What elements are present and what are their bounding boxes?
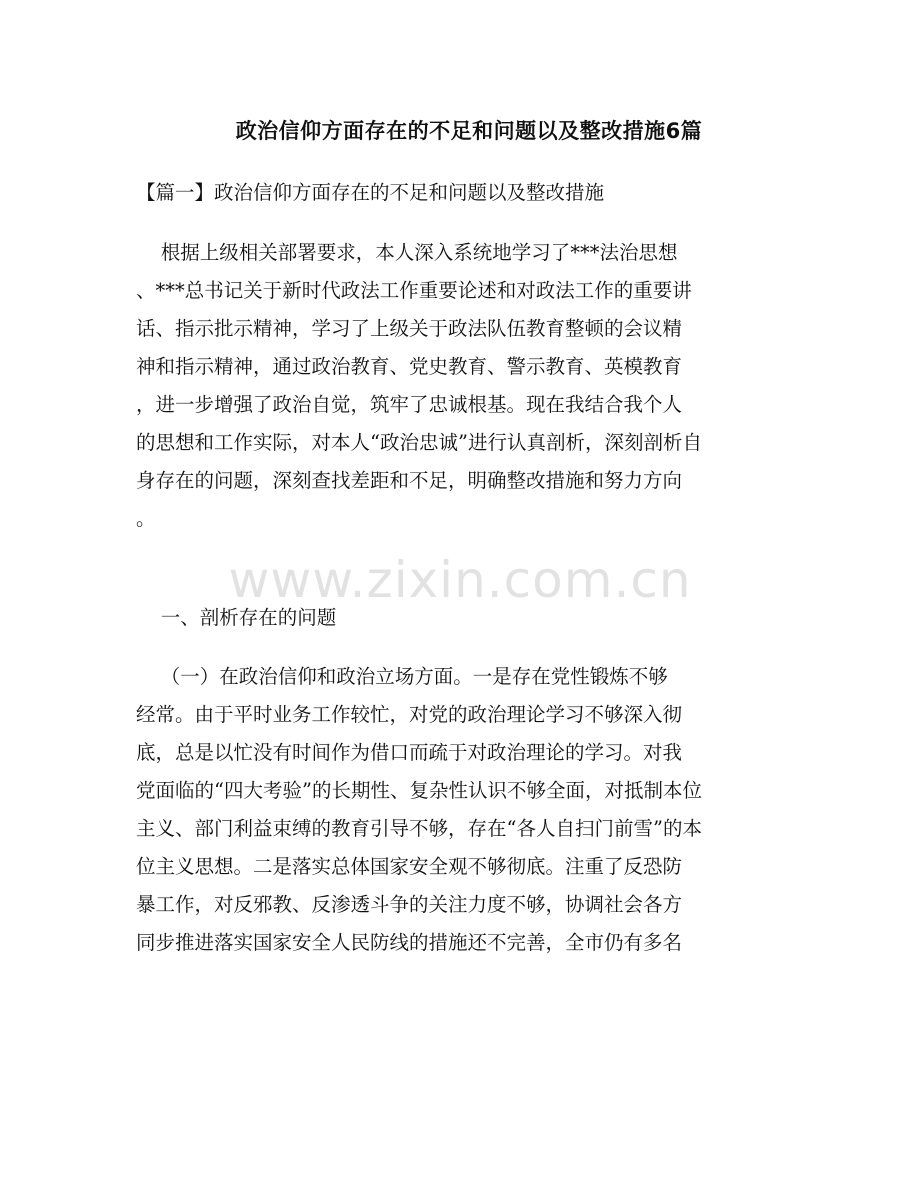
paragraph-line: 党面临的“四大考验”的长期性、复杂性认识不够全面，对抵制本位 bbox=[136, 779, 702, 802]
document-title: 政治信仰方面存在的不足和问题以及整改措施6篇 bbox=[235, 119, 703, 143]
section-heading-text: 【篇一】政治信仰方面存在的不足和问题以及整改措施 bbox=[136, 181, 605, 204]
paragraph-line: 暴工作，对反邪教、反渗透斗争的关注力度不够，协调社会各方 bbox=[136, 893, 683, 916]
paragraph-line: 经常。由于平时业务工作较忙，对党的政治理论学习不够深入彻 bbox=[136, 703, 683, 726]
watermark: www.zixin.com.cn bbox=[228, 551, 692, 609]
paragraph-line: 根据上级相关部署要求，本人深入系统地学习了***法治思想 bbox=[136, 241, 678, 264]
paragraph-line: ，进一步增强了政治自觉，筑牢了忠诚根基。现在我结合我个人 bbox=[136, 393, 683, 416]
paragraph-line: 底，总是以忙没有时间作为借口而疏于对政治理论的学习。对我 bbox=[136, 741, 683, 764]
subheading-problems bbox=[136, 599, 796, 637]
paragraph-line: （一）在政治信仰和政治立场方面。一是存在党性锻炼不够 bbox=[136, 665, 668, 688]
section-heading bbox=[136, 174, 796, 212]
paragraph-intro bbox=[136, 234, 796, 538]
paragraph-line: 身存在的问题，深刻查找差距和不足，明确整改措施和努力方向 bbox=[136, 469, 683, 492]
paragraph-line: 同步推进落实国家安全人民防线的措施还不完善，全市仍有多名 bbox=[136, 931, 683, 954]
subheading-text: 一、剖析存在的问题 bbox=[136, 606, 337, 629]
paragraph-line: 。 bbox=[136, 507, 156, 530]
paragraph-political-belief bbox=[136, 658, 796, 962]
paragraph-line: 话、指示批示精神，学习了上级关于政法队伍教育整顿的会议精 bbox=[136, 317, 683, 340]
paragraph-line: 位主义思想。二是落实总体国家安全观不够彻底。注重了反恐防 bbox=[136, 855, 683, 878]
paragraph-line: 、***总书记关于新时代政法工作重要论述和对政法工作的重要讲 bbox=[136, 279, 692, 302]
paragraph-line: 的思想和工作实际，对本人“政治忠诚”进行认真剖析，深刻剖析自 bbox=[136, 431, 702, 454]
paragraph-line: 神和指示精神，通过政治教育、党史教育、警示教育、英模教育 bbox=[136, 355, 683, 378]
paragraph-line: 主义、部门利益束缚的教育引导不够，存在“各人自扫门前雪”的本 bbox=[136, 817, 702, 840]
